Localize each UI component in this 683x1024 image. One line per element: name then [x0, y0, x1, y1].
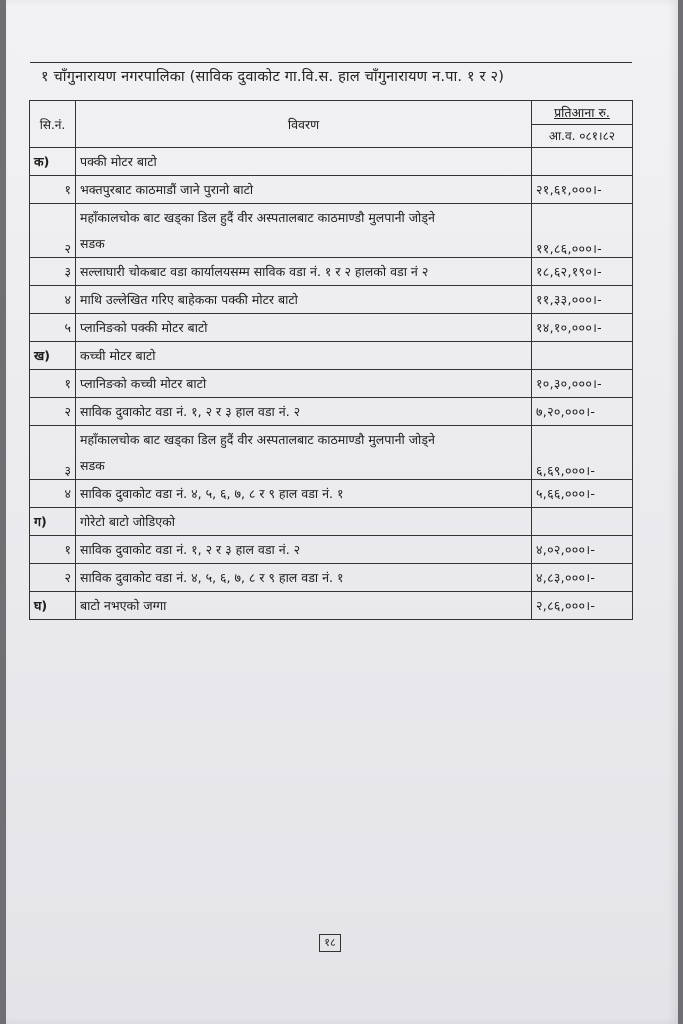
table-row	[30, 204, 633, 258]
row-description	[76, 564, 532, 592]
document-page	[6, 0, 678, 1024]
section-label: ग)	[30, 508, 76, 536]
table-row	[30, 314, 633, 342]
section-label: घ)	[30, 592, 76, 620]
row-sn: ३	[30, 426, 76, 480]
row-sn: २	[30, 204, 76, 258]
row-description-line2: सडक	[80, 235, 105, 251]
section-label: ख)	[30, 342, 76, 370]
row-description	[76, 370, 532, 398]
row-description	[76, 426, 532, 480]
section-amount	[532, 508, 633, 536]
table-row	[30, 480, 633, 508]
header-sn: सि.नं.	[30, 101, 76, 148]
section-amount: २,८६,०००।-	[532, 592, 633, 620]
row-description-line1: साविक दुवाकोट वडा नं. ४, ५, ६, ७, ८ र ९ हाल वडा नं. १	[80, 570, 344, 585]
page-number: १८	[319, 934, 341, 952]
row-amount: ११,३३,०००।-	[532, 286, 633, 314]
row-description	[76, 258, 532, 286]
section-title: बाटो नभएको जग्गा	[76, 592, 532, 620]
page-title: १ चाँगुनारायण नगरपालिका (साविक दुवाकोट गा.वि.स. हाल चाँगुनारायण न.पा. १ र २)	[41, 69, 505, 85]
row-description-line1: साविक दुवाकोट वडा नं. १, २ र ३ हाल वडा नं. २	[80, 404, 301, 419]
section-amount	[532, 342, 633, 370]
row-sn: ५	[30, 314, 76, 342]
row-amount: २१,६१,०००।-	[532, 176, 633, 204]
table-header-row	[30, 101, 633, 148]
table-row	[30, 564, 633, 592]
row-description	[76, 204, 532, 258]
row-description	[76, 176, 532, 204]
row-description-line1: प्लानिङको कच्ची मोटर बाटो	[80, 376, 207, 391]
row-description	[76, 480, 532, 508]
section-row	[30, 342, 633, 370]
row-sn: १	[30, 536, 76, 564]
row-sn: १	[30, 176, 76, 204]
table-row	[30, 258, 633, 286]
row-amount: १०,३०,०००।-	[532, 370, 633, 398]
row-description-line1: सल्लाघारी चोकबाट वडा कार्यालयसम्म साविक वडा नं. १ र २ हालको वडा नं २	[80, 264, 429, 279]
row-sn: २	[30, 564, 76, 592]
section-title: कच्ची मोटर बाटो	[76, 342, 532, 370]
header-fiscal-year: आ.व. ०८१।८२	[548, 128, 616, 143]
rate-table	[29, 100, 633, 620]
row-description-line1: भक्तपुरबाट काठमाडौं जाने पुरानो बाटो	[80, 182, 254, 197]
table-row	[30, 536, 633, 564]
top-rule	[30, 62, 632, 63]
row-amount: ७,२०,०००।-	[532, 398, 633, 426]
section-row	[30, 148, 633, 176]
header-description: विवरण	[76, 101, 532, 148]
row-description-line1: महाँकालचोक बाट खड्का डिल हुदैं वीर अस्पतालबाट काठमाण्डौ मुलपानी जोड्ने	[80, 431, 435, 447]
row-description-line1: महाँकालचोक बाट खड्का डिल हुदैं वीर अस्पतालबाट काठमाण्डौ मुलपानी जोड्ने	[80, 209, 435, 225]
row-sn: २	[30, 398, 76, 426]
row-description	[76, 536, 532, 564]
section-row	[30, 508, 633, 536]
header-rate-label: प्रतिआना रु.	[532, 102, 632, 125]
row-description-line1: साविक दुवाकोट वडा नं. १, २ र ३ हाल वडा नं. २	[80, 542, 301, 557]
table-row	[30, 398, 633, 426]
row-description	[76, 286, 532, 314]
row-description-line2: सडक	[80, 457, 105, 473]
row-sn: ३	[30, 258, 76, 286]
row-amount: १८,६२,१९०।-	[532, 258, 633, 286]
table-row	[30, 426, 633, 480]
row-description-line1: साविक दुवाकोट वडा नं. ४, ५, ६, ७, ८ र ९ हाल वडा नं. १	[80, 486, 344, 501]
row-sn: ४	[30, 480, 76, 508]
row-description-line1: प्लानिङको पक्की मोटर बाटो	[80, 320, 208, 335]
header-rate	[532, 101, 633, 148]
row-description	[76, 314, 532, 342]
section-title: पक्की मोटर बाटो	[76, 148, 532, 176]
row-amount: ४,०२,०००।-	[532, 536, 633, 564]
section-amount	[532, 148, 633, 176]
table-body	[30, 148, 633, 620]
table-row	[30, 370, 633, 398]
row-amount: ४,८३,०००।-	[532, 564, 633, 592]
table-row	[30, 286, 633, 314]
row-description-line1: माथि उल्लेखित गरिए बाहेकका पक्की मोटर बाटो	[80, 292, 298, 307]
row-amount: ५,६६,०००।-	[532, 480, 633, 508]
row-sn: १	[30, 370, 76, 398]
row-amount: १४,१०,०००।-	[532, 314, 633, 342]
section-label: क)	[30, 148, 76, 176]
row-amount: ११,८६,०००।-	[532, 204, 633, 258]
section-title: गोरेटो बाटो जोडिएको	[76, 508, 532, 536]
row-sn: ४	[30, 286, 76, 314]
table-row	[30, 176, 633, 204]
section-row	[30, 592, 633, 620]
row-amount: ६,६९,०००।-	[532, 426, 633, 480]
row-description	[76, 398, 532, 426]
